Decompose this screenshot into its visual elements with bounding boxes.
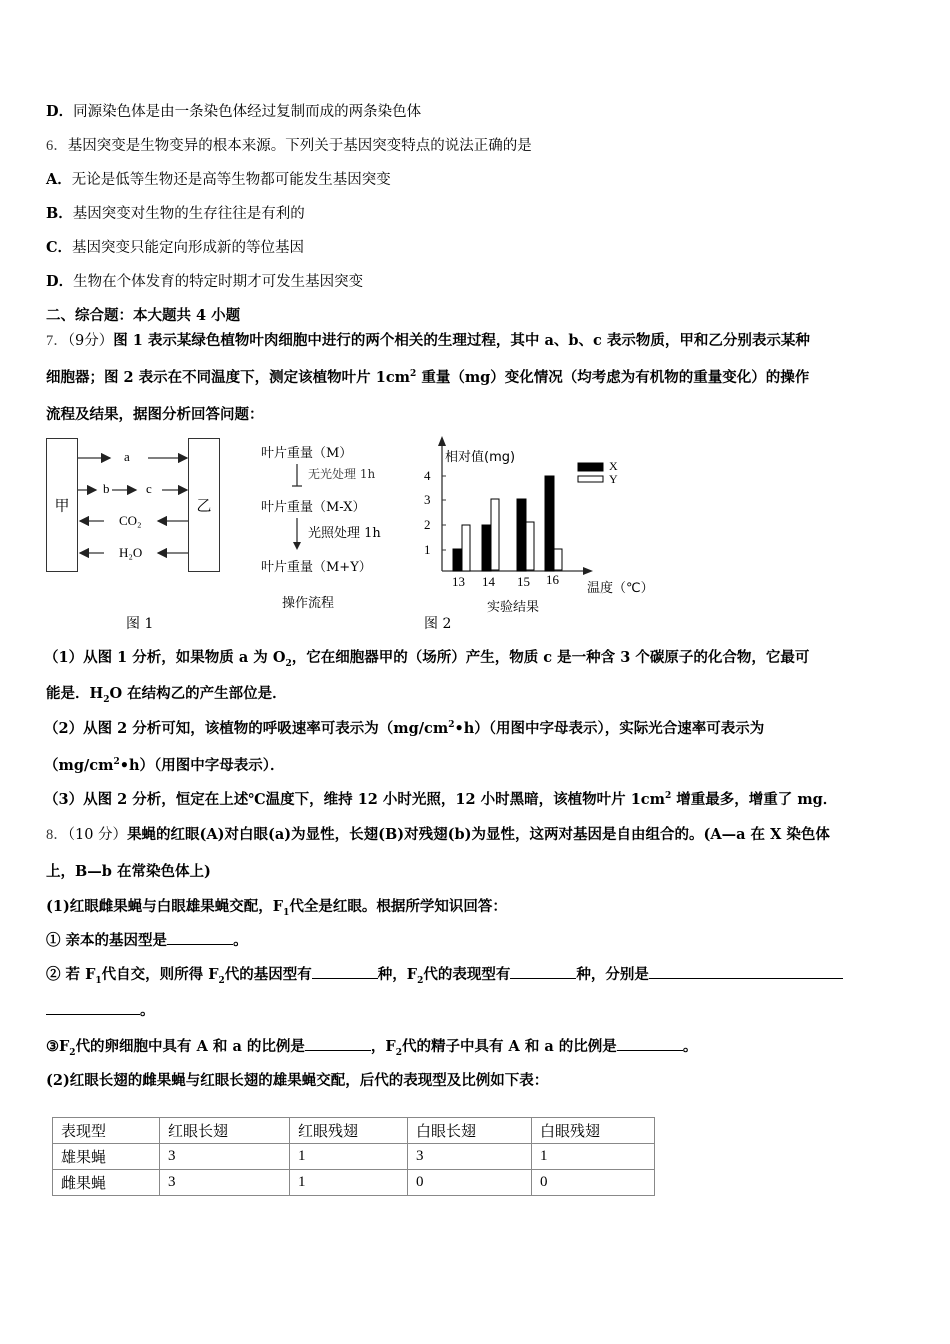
answer-blank[interactable] <box>312 965 378 979</box>
subquestion-text: O 在结构乙的产生部位是． <box>109 685 287 702</box>
x-tick-13: 13 <box>452 574 465 589</box>
flow-arrow-2-icon <box>287 516 307 552</box>
subscript: 2 <box>69 1047 76 1058</box>
q7-sub1-line2 <box>46 684 287 704</box>
table-row <box>53 1170 655 1196</box>
answer-blank[interactable] <box>167 931 233 945</box>
subquestion-text: •h）（用图中字母表示），实际光合速率可表示为 <box>454 720 765 737</box>
x-tick-16: 16 <box>546 572 559 587</box>
q7-sub2-line1 <box>44 719 764 739</box>
question-number: 8． <box>46 827 68 843</box>
table-cell: 1 <box>290 1144 408 1170</box>
section-heading: 二、综合题：本大题共 4 小题 <box>46 307 241 324</box>
subscript: 2 <box>218 975 225 986</box>
y-tick-3: 3 <box>424 492 431 507</box>
subquestion-text: （1）从图 1 分析，如果物质 a 为 O <box>44 649 286 666</box>
question-text: 重量（mg）变化情况（均考虑为有机物的重量变化）的操作 <box>416 369 810 386</box>
q6-option-d <box>46 272 363 292</box>
item-text: 代的精子中具有 A 和 a 的比例是 <box>401 1038 617 1055</box>
question-text: 果蝇的红眼(A)对白眼(a)为显性，长翅(B)对残翅(b)为显性，这两对基因是自由组合的。(A—a 在 X 染色体 <box>127 826 830 843</box>
question-text: 细胞器；图 2 表示在不同温度下，测定该植物叶片 1cm <box>46 369 410 386</box>
table-cell: 雄果蝇 <box>53 1144 160 1170</box>
table-header-cell: 红眼残翅 <box>290 1118 408 1144</box>
subquestion-text: （2）从图 2 分析可知，该植物的呼吸速率可表示为（mg/cm <box>44 720 449 737</box>
subscript: 1 <box>283 907 290 918</box>
answer-blank[interactable] <box>617 1037 683 1051</box>
item-text: 。 <box>140 1002 155 1019</box>
part-text: 代全是红眼。根据所学知识回答： <box>289 898 507 915</box>
question-text: 基因突变是生物变异的根本来源。下列关于基因突变特点的说法正确的是 <box>67 138 532 154</box>
table-cell: 0 <box>532 1170 655 1196</box>
q7-stem-line1 <box>46 331 810 351</box>
q6-option-b <box>46 204 305 224</box>
table-header-cell: 红眼长翅 <box>160 1118 290 1144</box>
superscript: 2 <box>410 369 417 380</box>
flow-step-2: 叶片重量（M-X） <box>261 500 366 515</box>
q7-stem-line3: 流程及结果，据图分析回答问题： <box>46 406 264 423</box>
item-text: ③F <box>46 1038 70 1055</box>
superscript: 2 <box>448 720 455 731</box>
legend-x: X <box>609 459 618 473</box>
q5-option-d <box>46 102 421 122</box>
subquestion-text: （3）从图 2 分析，恒定在上述℃温度下，维持 12 小时光照，12 小时黑暗，该植物叶片 1cm <box>44 791 665 808</box>
q8-stem-line2: 上，B—b 在常染色体上) <box>46 863 211 880</box>
item-text: 代的卵细胞中具有 A 和 a 的比例是 <box>75 1038 305 1055</box>
label-c: c <box>146 481 152 496</box>
option-letter: B． <box>46 205 73 222</box>
operation-flow <box>258 440 408 615</box>
subquestion-text: （mg/cm <box>44 757 114 774</box>
figure-2-caption: 图 2 <box>424 616 452 632</box>
legend-y: Y <box>609 472 618 486</box>
x-tick-14: 14 <box>482 574 495 589</box>
item-text: 代自交，则所得 F <box>101 966 219 983</box>
label-h2o: H₂O <box>119 545 143 560</box>
subquestion-text: 增重最多，增重了 mg． <box>671 791 838 808</box>
subscript: 1 <box>95 975 102 986</box>
item-text: ② 若 F <box>46 966 96 983</box>
subquestion-text: •h）（用图中字母表示）． <box>119 757 285 774</box>
organelle-jia-label: 甲 <box>54 496 70 515</box>
part-text: (1)红眼雌果蝇与白眼雄果蝇交配，F <box>46 898 284 915</box>
subquestion-text: ，它在细胞器甲的（场所）产生，物质 c 是一种含 3 个碳原子的化合物，它最可 <box>291 649 810 666</box>
flow-step-3: 叶片重量（M+Y） <box>261 560 372 575</box>
table-header-cell: 白眼长翅 <box>408 1118 532 1144</box>
table-cell: 1 <box>290 1170 408 1196</box>
question-number: 7． <box>46 333 68 349</box>
q7-stem-line2 <box>46 368 809 388</box>
x-axis-label: 温度（℃） <box>587 581 654 596</box>
q8-item2-cont <box>46 1001 155 1021</box>
option-text: 无论是低等生物还是高等生物都可能发生基因突变 <box>71 172 391 188</box>
item-text: 种，F <box>377 966 418 983</box>
table-header-row <box>53 1118 655 1144</box>
subscript: 2 <box>417 975 424 986</box>
q6-option-a <box>46 170 391 190</box>
superscript: 2 <box>113 757 120 768</box>
table-cell: 雌果蝇 <box>53 1170 160 1196</box>
y-tick-2: 2 <box>424 517 431 532</box>
table-header-cell: 表现型 <box>53 1118 160 1144</box>
offspring-phenotype-table <box>52 1117 655 1196</box>
q7-sub1-line1 <box>44 648 809 668</box>
q8-stem-line1 <box>46 825 830 845</box>
superscript: 2 <box>664 791 672 802</box>
answer-blank[interactable] <box>510 965 576 979</box>
option-text: 生物在个体发育的特定时期才可发生基因突变 <box>73 274 364 290</box>
subscript: 2 <box>395 1047 402 1058</box>
q8-item1 <box>46 931 248 951</box>
q8-item2 <box>46 965 843 985</box>
figure-1 <box>46 438 226 638</box>
table-row <box>53 1144 655 1170</box>
item-text: 代的表现型有 <box>423 966 511 983</box>
q7-sub3 <box>44 790 837 810</box>
subscript: 2 <box>103 694 110 705</box>
item-text: 。 <box>233 932 248 949</box>
option-letter: D． <box>46 273 74 290</box>
option-text: 基因突变对生物的生存往往是有利的 <box>72 206 305 222</box>
item-text: 。 <box>682 1038 698 1055</box>
chart-title: 实验结果 <box>487 600 540 615</box>
q8-part1 <box>46 897 507 917</box>
option-letter: C． <box>46 239 73 256</box>
x-tick-15: 15 <box>517 574 530 589</box>
flow-caption: 操作流程 <box>282 596 335 611</box>
table-cell: 3 <box>160 1144 290 1170</box>
figure-1-caption: 图 1 <box>126 616 154 632</box>
flow-step-1: 叶片重量（M） <box>261 446 353 461</box>
option-letter: D． <box>46 103 74 120</box>
y-axis-label: 相对值(mg) <box>445 450 516 465</box>
label-b: b <box>103 481 110 496</box>
item-text: 种，分别是 <box>576 966 649 983</box>
subscript: 2 <box>285 658 292 669</box>
table-cell: 1 <box>532 1144 655 1170</box>
item-text: ① 亲本的基因型是 <box>46 932 168 949</box>
y-tick-1: 1 <box>424 542 431 557</box>
question-score: （10 分） <box>67 827 128 843</box>
organelle-yi-label: 乙 <box>196 496 212 515</box>
subquestion-text: 能是．H <box>46 685 104 702</box>
flow-treatment-1: 无光处理 1h <box>308 467 376 481</box>
question-number: 6． <box>46 138 68 154</box>
table-header-cell: 白眼残翅 <box>532 1118 655 1144</box>
flow-treatment-2: 光照处理 1h <box>308 526 381 541</box>
question-score: （9分） <box>67 333 114 349</box>
q8-item3 <box>46 1037 697 1057</box>
table-cell: 3 <box>160 1170 290 1196</box>
q7-sub2-line2 <box>44 756 285 776</box>
y-tick-4: 4 <box>424 468 431 483</box>
item-text: ，F <box>370 1038 396 1055</box>
question-text: 图 1 表示某绿色植物叶肉细胞中进行的两个相关的生理过程，其中 a、b、c 表示物质，甲和乙分别表示某种 <box>113 332 810 349</box>
label-a: a <box>124 449 130 464</box>
answer-blank[interactable] <box>649 965 843 979</box>
q8-part2: (2)红眼长翅的雌果蝇与红眼长翅的雄果蝇交配，后代的表现型及比例如下表： <box>46 1072 549 1089</box>
flow-arrow-1-icon <box>287 462 307 492</box>
q6-option-c <box>46 238 304 258</box>
item-text: 代的基因型有 <box>224 966 312 983</box>
figure-2-chart <box>415 436 665 636</box>
option-text: 同源染色体是由一条染色体经过复制而成的两条染色体 <box>73 104 422 120</box>
option-letter: A． <box>46 171 72 188</box>
answer-blank[interactable] <box>305 1037 371 1051</box>
table-cell: 0 <box>408 1170 532 1196</box>
table-cell: 3 <box>408 1144 532 1170</box>
option-text: 基因突变只能定向形成新的等位基因 <box>72 240 305 256</box>
answer-blank[interactable] <box>46 1001 140 1015</box>
q6-stem <box>46 136 532 156</box>
label-co2: CO₂ <box>119 513 142 528</box>
